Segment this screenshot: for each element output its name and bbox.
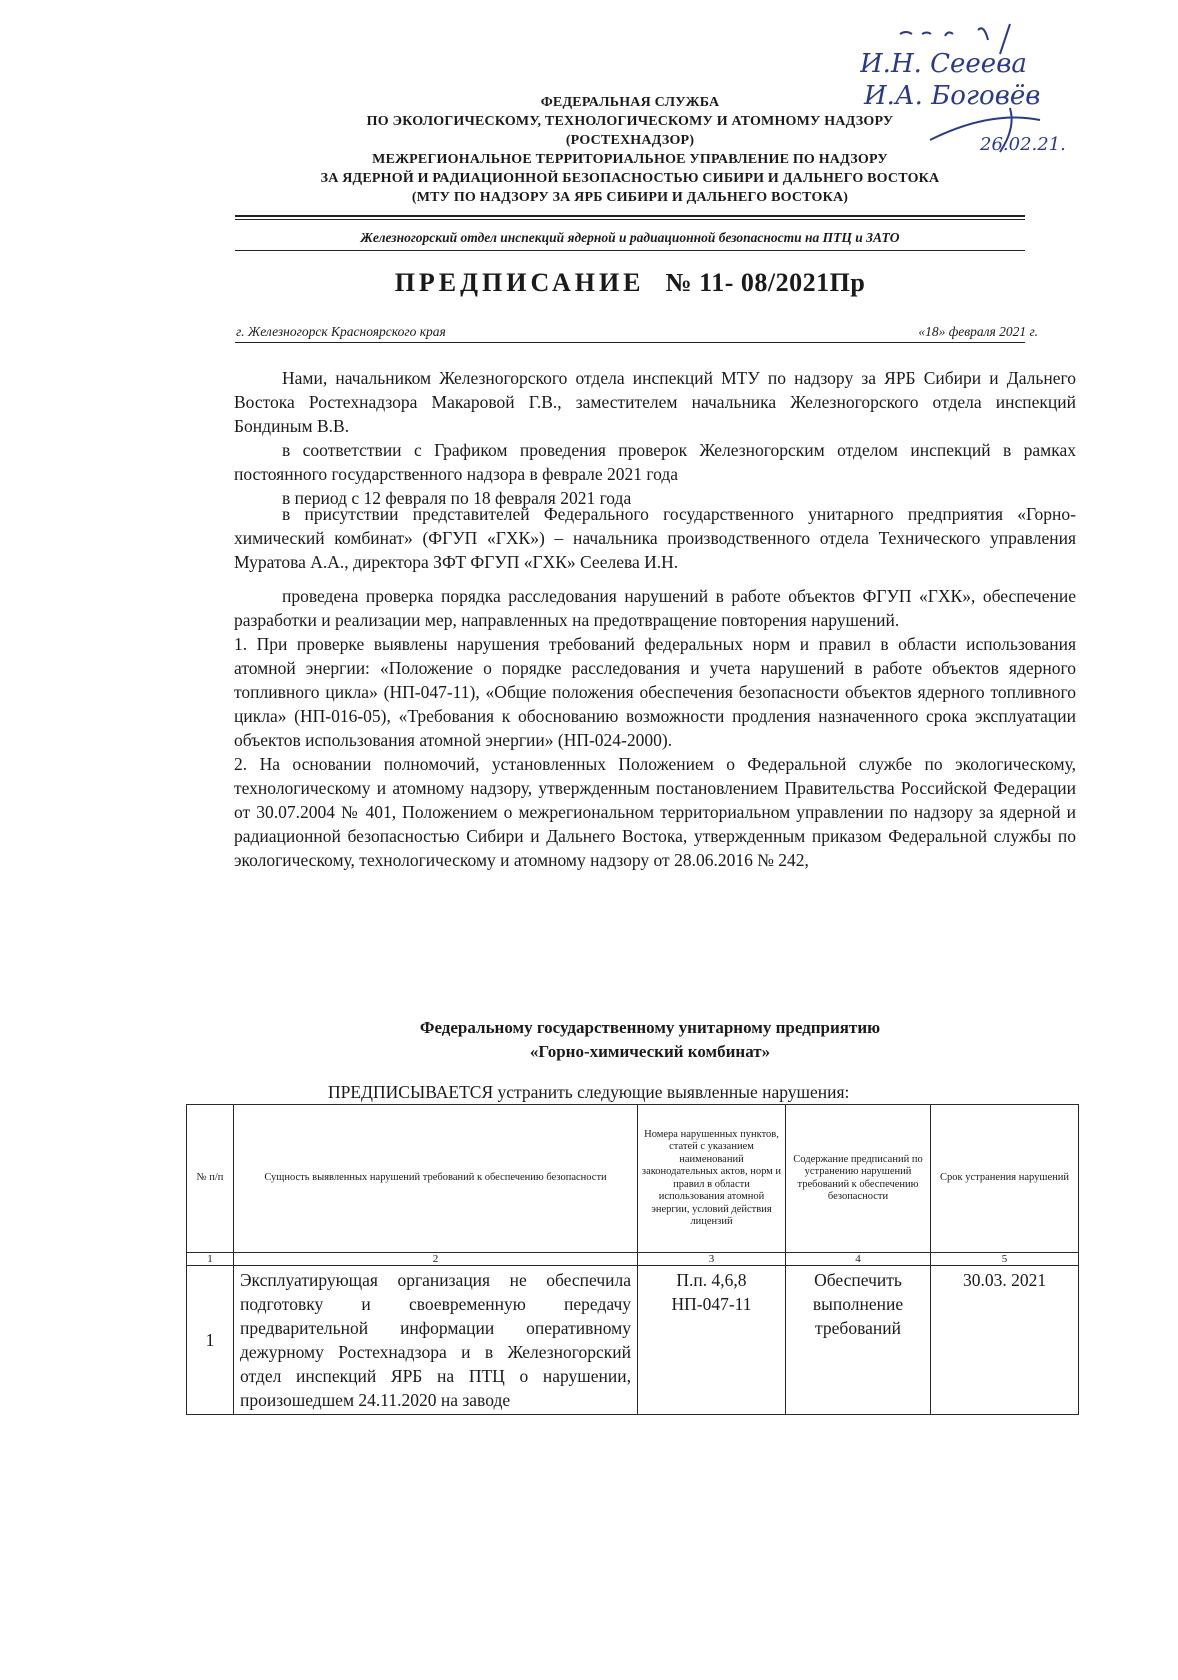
paragraph-inspectors: Нами, начальником Железногорского отдела инспекций МТУ по надзору за ЯРБ Сибири и Дальнего Востока Ростехнадзора Макаровой Г.В., заместителем начальника Железногорского отдела инспекций Бондиным В.В. (234, 368, 1076, 436)
handwritten-name-2: И.А. Боговёв (864, 81, 1041, 111)
addressee-line-2: «Горно-химический комбинат» (529, 1042, 771, 1061)
paragraph-violations: 1. При проверке выявлены нарушения требований федеральных норм и правил в области использования атомной энергии: «Положение о порядке расследования и учета нарушений в работе объектов ядерного топливного цикла» (НП-047-11), «Общие положения обеспечения безопасности объектов ядерного топливного цикла» (НП-016-05), «Требования к обоснованию возможности продления назначенного срока эксплуатации объектов использования атомной энергии» (НП-024-2000). (234, 634, 1076, 750)
header-rule (235, 215, 1025, 217)
row-deadline: 30.03. 2021 (931, 1266, 1079, 1415)
body-presence (234, 502, 1076, 574)
row-prescription: Обеспечить выполнение требований (786, 1266, 931, 1415)
paragraph-inspection: проведена проверка порядка расследования нарушений в работе объектов ФГУП «ГХК», обеспечение разработки и реализации мер, направленных на предотвращение повторения нарушений. (234, 586, 1076, 630)
column-number: 4 (786, 1253, 931, 1266)
row-essence: Эксплуатирующая организация не обеспечила подготовку и своевременную передачу предварительной информации оперативному дежурному Ростехнадзора и в Железногорский отдел инспекций ЯРБ на ПТЦ о нарушении, произошедшем 24.11.2020 на заводе (234, 1266, 638, 1415)
header-prescription: Содержание предписаний по устранению нарушений требований к обеспечению безопасности (786, 1105, 931, 1253)
header-line: (РОСТЕХНАДЗОР) (565, 133, 695, 148)
addressee (240, 1016, 1060, 1064)
addressee-line-1: Федеральному государственному унитарному предприятию (419, 1018, 881, 1037)
header-line: ЗА ЯДЕРНОЙ И РАДИАЦИОННОЙ БЕЗОПАСНОСТЬЮ СИБИРИ И ДАЛЬНЕГО ВОСТОКА (320, 171, 940, 186)
paragraph-period: в период с 12 февраля по 18 февраля 2021 года (282, 488, 632, 508)
column-number: 2 (234, 1253, 638, 1266)
row-clauses: П.п. 4,6,8 НП-047-11 (638, 1266, 786, 1415)
prescribes-line: ПРЕДПИСЫВАЕТСЯ устранить следующие выявленные нарушения: (328, 1082, 850, 1102)
agency-header (240, 93, 1020, 207)
header-deadline: Срок устранения нарушений (931, 1105, 1079, 1253)
handwritten-date: 26.02.21. (980, 134, 1066, 155)
document-date: «18» февраля 2021 г. (918, 324, 1038, 339)
handwritten-name-1: И.Н. Сееева (860, 49, 1027, 79)
department-rule (235, 250, 1025, 251)
header-rule-thin (235, 219, 1025, 220)
paragraph-presence: в присутствии представителей Федерального государственного унитарного предприятия «Горно-химический комбинат» (ФГУП «ГХК») – начальника производственного отдела Технического управления Муратова А.А., директора ЗФТ ФГУП «ГХК» Сеелева И.Н. (234, 504, 1076, 572)
title-number: № 11- 08/2021Пр (665, 268, 866, 297)
document-title (240, 268, 1020, 298)
header-essence: Сущность выявленных нарушений требований к обеспечению безопасности (234, 1105, 638, 1253)
table-row (187, 1266, 1079, 1415)
place-date-rule (235, 342, 1025, 343)
title-word: ПРЕДПИСАНИЕ (394, 268, 645, 297)
table-header-row (187, 1105, 1079, 1253)
body-intro (234, 366, 1076, 510)
header-line: ФЕДЕРАЛЬНАЯ СЛУЖБА (540, 95, 720, 110)
paragraph-schedule: в соответствии с Графиком проведения проверок Железногорским отделом инспекций в рамках постоянного государственного надзора в феврале 2021 года (234, 440, 1076, 484)
header-line: ПО ЭКОЛОГИЧЕСКОМУ, ТЕХНОЛОГИЧЕСКОМУ И АТОМНОМУ НАДЗОРУ (366, 114, 894, 129)
header-line: (МТУ ПО НАДЗОРУ ЗА ЯРБ СИБИРИ И ДАЛЬНЕГО ВОСТОКА) (411, 190, 849, 205)
column-number: 5 (931, 1253, 1079, 1266)
column-number: 1 (187, 1253, 234, 1266)
header-clauses: Номера нарушенных пунктов, статей с указанием наименований законодательных актов, норм и правил в области использования атомной энергии, условий действия лицензий (638, 1105, 786, 1253)
paragraph-authority: 2. На основании полномочий, установленных Положением о Федеральной службе по экологическому, технологическому и атомному надзору, утвержденным постановлением Правительства Российской Федерации от 30.07.2004 № 401, Положением о межрегиональном территориальном управлении по надзору за ядерной и радиационной безопасностью Сибири и Дальнего Востока, утвержденным приказом Федеральной службы по экологическому, технологическому и атомному надзору от 28.06.2016 № 242, (234, 754, 1076, 870)
column-number: 3 (638, 1253, 786, 1266)
header-line: МЕЖРЕГИОНАЛЬНОЕ ТЕРРИТОРИАЛЬНОЕ УПРАВЛЕНИЕ ПО НАДЗОРУ (372, 152, 888, 167)
header-number: № п/п (187, 1105, 234, 1253)
department-line: Железногорский отдел инспекций ядерной и радиационной безопасности на ПТЦ и ЗАТО (360, 230, 900, 245)
table-column-numbers (187, 1253, 1079, 1266)
row-number: 1 (187, 1266, 234, 1415)
violations-table (186, 1104, 1079, 1415)
document-place: г. Железногорск Красноярского края (236, 324, 446, 339)
body-findings (234, 584, 1076, 872)
